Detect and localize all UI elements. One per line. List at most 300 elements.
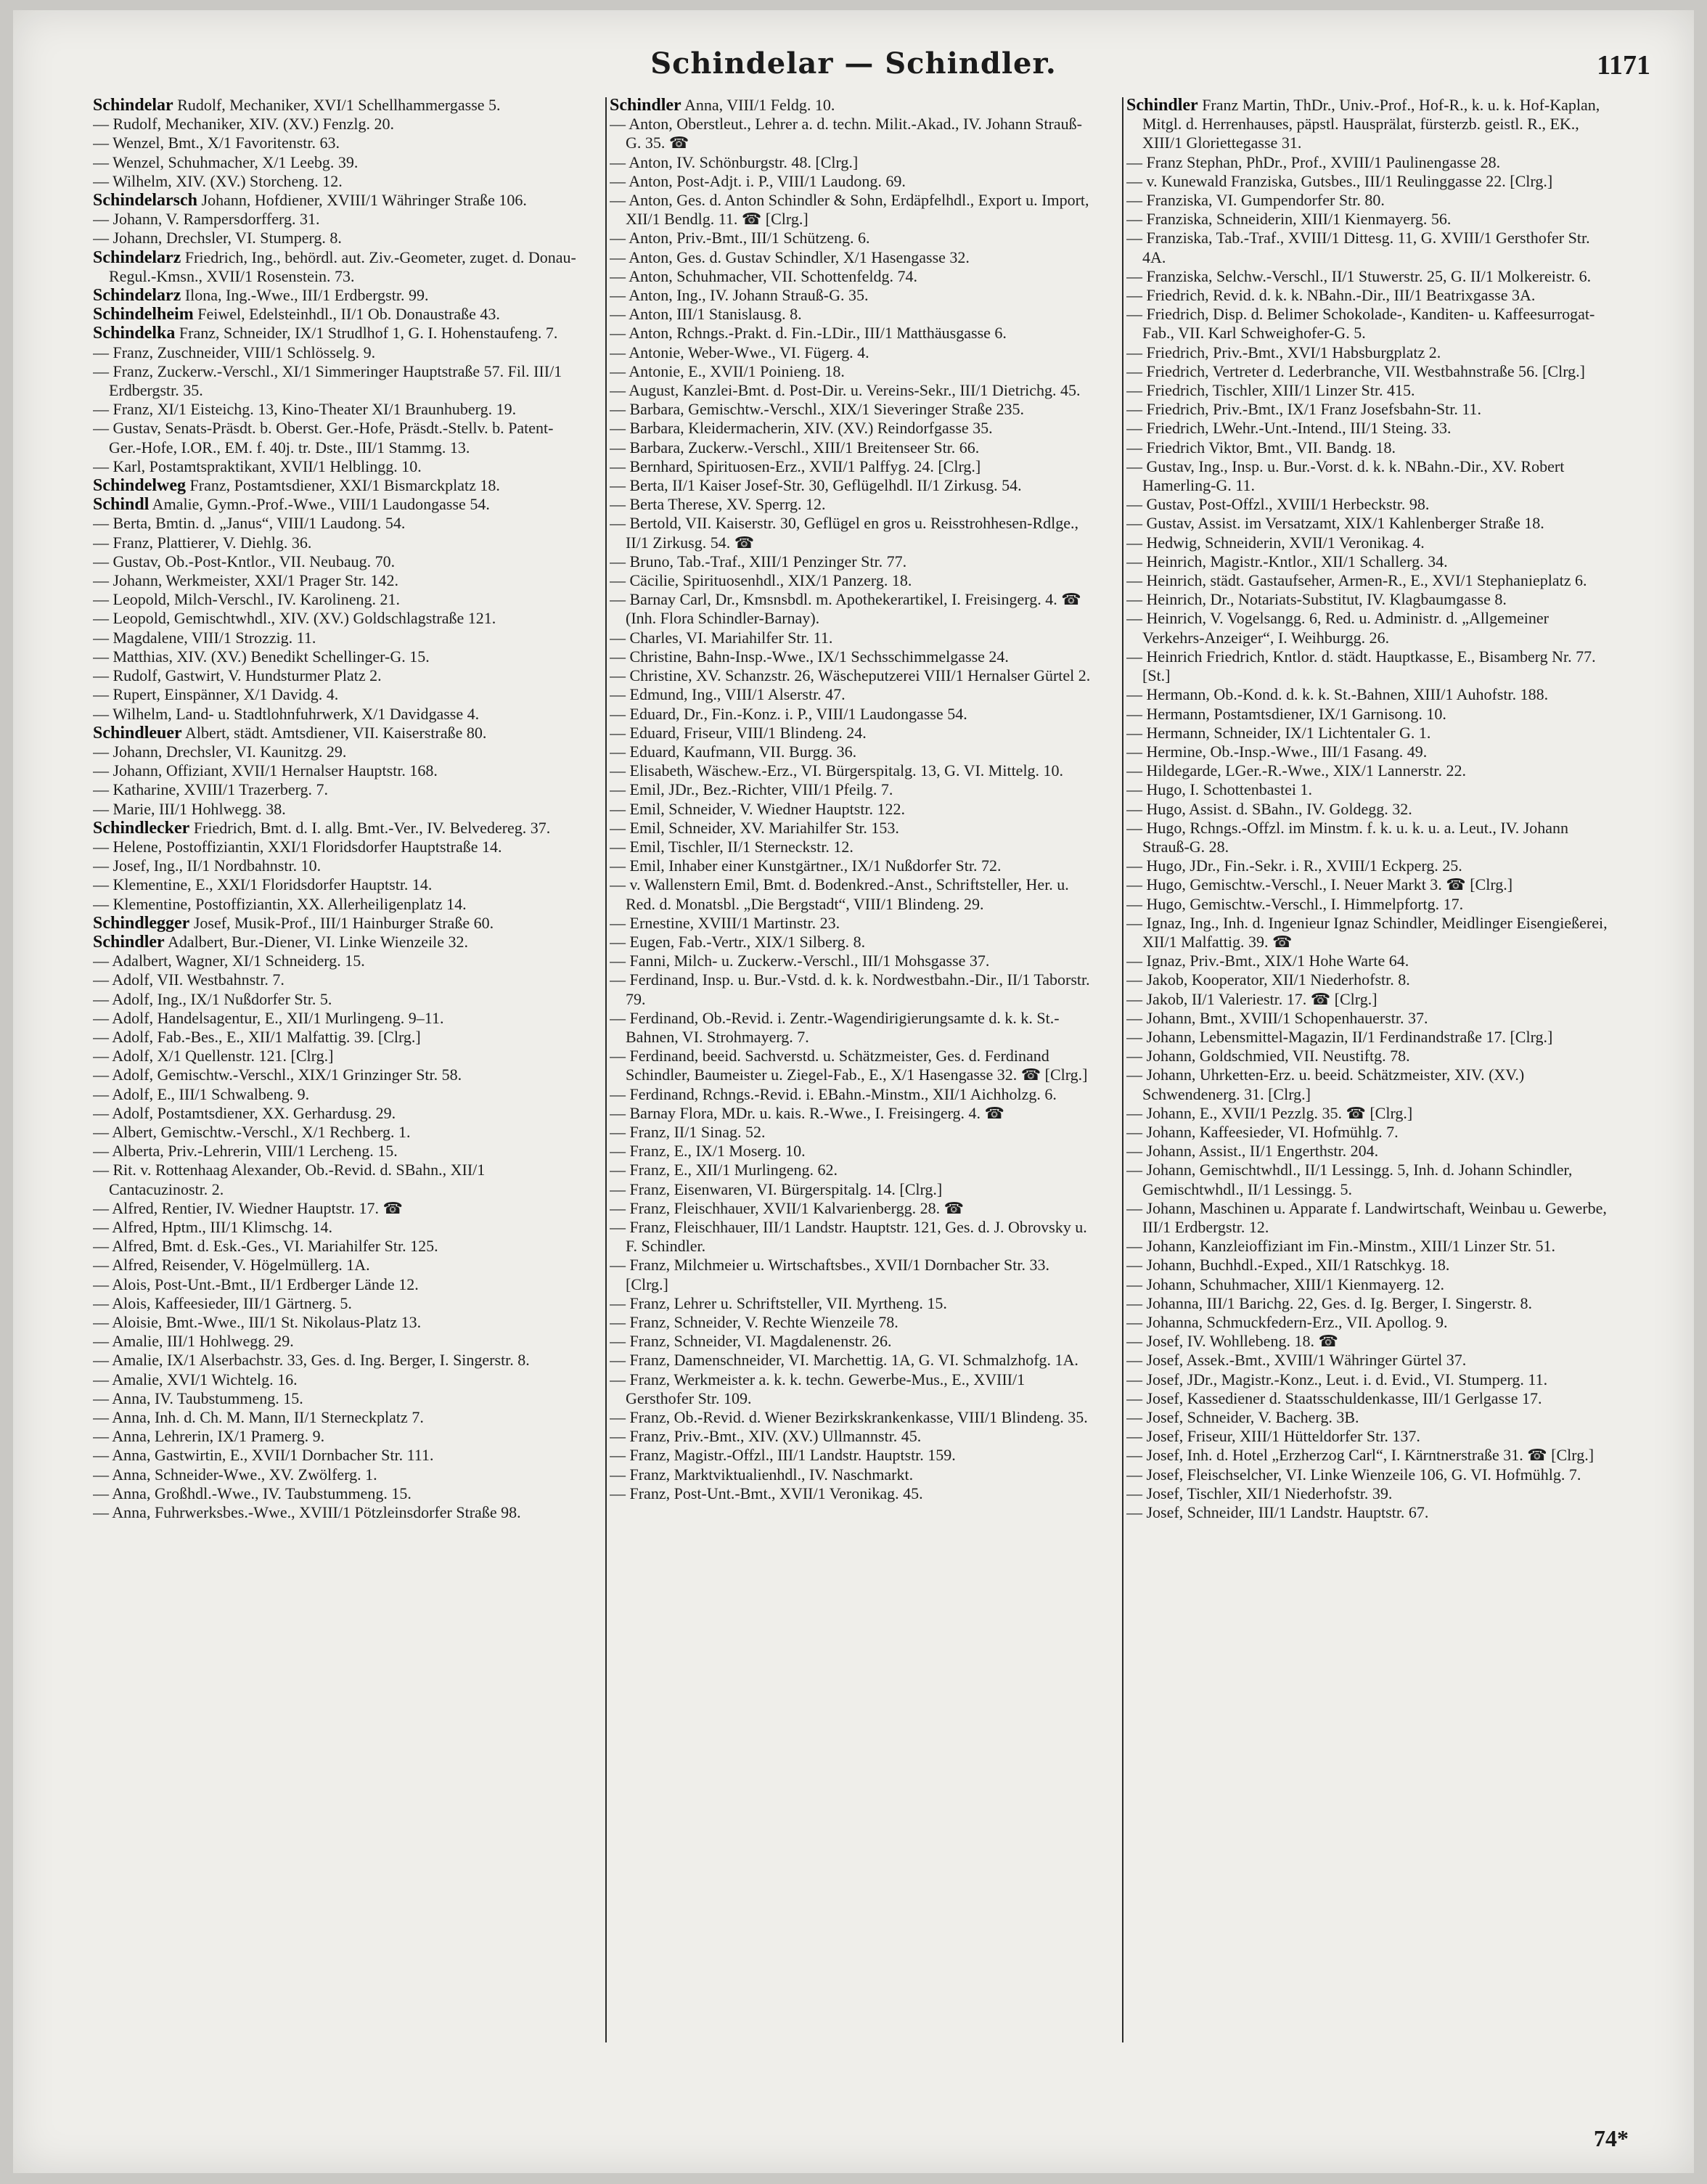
entry-headword: Schindleuer	[93, 723, 182, 743]
entry-text: — Friedrich, Tischler, XIII/1 Linzer Str. 415.	[1126, 381, 1415, 400]
entry-text: — Anna, Schneider-Wwe., XV. Zwölferg. 1.	[93, 1465, 377, 1484]
entry-text: — Gustav, Assist. im Versatzamt, XIX/1 Kahlenberger Straße 18.	[1126, 514, 1544, 533]
directory-entry	[610, 305, 1096, 324]
directory-entry	[93, 1427, 579, 1446]
entry-text: — Johanna, Schmuckfedern-Erz., VII. Apollog. 9.	[1126, 1313, 1448, 1331]
directory-columns	[93, 96, 1632, 2099]
directory-entry	[610, 229, 1096, 248]
directory-entry	[93, 743, 579, 761]
entry-text: — Eduard, Friseur, VIII/1 Blindeng. 24.	[610, 723, 867, 742]
directory-entry	[610, 514, 1096, 552]
directory-entry	[610, 1009, 1096, 1047]
directory-entry	[1126, 895, 1613, 914]
entry-text: — Franz, Ob.-Revid. d. Wiener Bezirkskrankenkasse, VIII/1 Blindeng. 35.	[610, 1408, 1088, 1427]
directory-entry	[610, 875, 1096, 913]
entry-text: — Eduard, Kaufmann, VII. Burgg. 36.	[610, 742, 857, 761]
entry-text: — Eduard, Dr., Fin.-Konz. i. P., VIII/1 Laudongasse 54.	[610, 704, 967, 723]
entry-text: — Alfred, Bmt. d. Esk.-Ges., VI. Mariahilfer Str. 125.	[93, 1237, 438, 1256]
entry-text: — Gustav, Ing., Insp. u. Bur.-Vorst. d. k. k. NBahn.-Dir., XV. Robert Hamerling-G. 11.	[1126, 457, 1565, 495]
directory-entry	[610, 172, 1096, 191]
directory-entry	[1126, 1066, 1613, 1103]
directory-entry	[1126, 875, 1613, 894]
entry-text: — Anton, Rchngs.-Prakt. d. Fin.-LDir., III/1 Matthäusgasse 6.	[610, 324, 1007, 343]
page-number: 1171	[1597, 50, 1650, 81]
entry-text: — Johann, E., XVII/1 Pezzlg. 35. ☎ [Clrg.]	[1126, 1103, 1413, 1122]
directory-entry	[610, 286, 1096, 305]
directory-column-2	[610, 96, 1096, 2099]
entry-text: — Franz, Lehrer u. Schriftsteller, VII. Myrtheng. 15.	[610, 1293, 947, 1312]
entry-text: — Leopold, Gemischtwhdl., XIV. (XV.) Goldschlagstraße 121.	[93, 609, 496, 628]
entry-text: — Josef, IV. Wohllebeng. 18. ☎	[1126, 1332, 1338, 1351]
directory-entry	[610, 1351, 1096, 1370]
directory-entry	[93, 705, 579, 724]
directory-entry	[610, 1408, 1096, 1427]
directory-entry	[610, 743, 1096, 761]
entry-text: — Alfred, Hptm., III/1 Klimschg. 14.	[93, 1217, 332, 1236]
entry-text: — Franziska, Selchw.-Verschl., II/1 Stuwerstr. 25, G. II/1 Molkereistr. 6.	[1126, 266, 1592, 285]
directory-entry	[93, 495, 579, 514]
directory-entry	[93, 819, 579, 838]
directory-entry	[93, 609, 579, 628]
entry-text: — Albert, Gemischtw.-Verschl., X/1 Rechberg. 1.	[93, 1122, 411, 1141]
directory-entry	[93, 1218, 579, 1237]
entry-text: — Katharine, XVIII/1 Trazerberg. 7.	[93, 780, 329, 799]
directory-entry	[610, 666, 1096, 685]
entry-text: Adalbert, Bur.-Diener, VI. Linke Wienzeile 32.	[164, 932, 469, 951]
directory-entry	[610, 457, 1096, 476]
directory-entry	[1126, 1047, 1613, 1066]
entry-text: — Bernhard, Spirituosen-Erz., XVII/1 Palffyg. 24. [Clrg.]	[610, 457, 981, 475]
entry-text: — Johann, Maschinen u. Apparate f. Landwirtschaft, Weinbau u. Gewerbe, III/1 Erdbergstr. 12.	[1126, 1198, 1607, 1236]
running-title: Schindelar — Schindler.	[650, 46, 1057, 81]
directory-entry	[93, 476, 579, 495]
directory-entry	[610, 1484, 1096, 1503]
directory-entry	[610, 838, 1096, 856]
entry-text: — Josef, Friseur, XIII/1 Hütteldorfer Str. 137.	[1126, 1427, 1420, 1446]
entry-text: — v. Wallenstern Emil, Bmt. d. Bodenkred.-Anst., Schriftsteller, Her. u. Red. d. Monatsbl. „Die Bergstadt“, VIII/1 Blindeng. 29.	[610, 875, 1069, 913]
entry-text: — Gustav, Senats-Präsdt. b. Oberst. Ger.-Hofe, Präsdt.-Stellv. b. Patent-Ger.-Hofe, I.OR., EM. f. 40j. tr. Dste., III/1 Stammg. 13.	[93, 419, 554, 457]
directory-entry	[1126, 1123, 1613, 1142]
directory-entry	[1126, 514, 1613, 533]
entry-text: — Barbara, Kleidermacherin, XIV. (XV.) Reindorfgasse 35.	[610, 419, 993, 438]
entry-text: — Johann, Assist., II/1 Engerthstr. 204.	[1126, 1142, 1379, 1161]
directory-entry	[93, 96, 579, 115]
entry-text: — Anna, Gastwirtin, E., XVII/1 Dornbacher Str. 111.	[93, 1446, 434, 1465]
entry-text: — Franz, Plattierer, V. Diehlg. 36.	[93, 533, 312, 552]
directory-entry	[93, 191, 579, 210]
entry-text: — Ignaz, Ing., Inh. d. Ingenieur Ignaz Schindler, Meidlinger Eisengießerei, XII/1 Malfattig. 39. ☎	[1126, 913, 1608, 951]
directory-entry	[1126, 952, 1613, 970]
directory-entry	[1126, 970, 1613, 989]
entry-text: — Ferdinand, beeid. Sachverstd. u. Schätzmeister, Ges. d. Ferdinand Schindler, Baumeister u. Ziegel-Fab., E., X/1 Hasengasse 32. ☎ [Clrg.]	[610, 1047, 1088, 1084]
entry-text: — Franz, Magistr.-Offzl., III/1 Landstr. Hauptstr. 159.	[610, 1446, 956, 1465]
entry-text: — Johann, Goldschmied, VII. Neustiftg. 78.	[1126, 1047, 1410, 1066]
entry-headword: Schindler	[1126, 96, 1198, 115]
directory-entry	[610, 1294, 1096, 1313]
directory-entry	[93, 1256, 579, 1275]
entry-text: — Berta Therese, XV. Sperrg. 12.	[610, 495, 826, 514]
directory-entry	[610, 590, 1096, 628]
entry-text: — Franz, II/1 Sinag. 52.	[610, 1122, 766, 1141]
directory-entry	[1126, 1465, 1613, 1484]
directory-entry	[1126, 1351, 1613, 1370]
directory-entry	[93, 1484, 579, 1503]
entry-text: — Anna, Großhdl.-Wwe., IV. Taubstummeng. 15.	[93, 1484, 412, 1502]
directory-column-1	[93, 96, 579, 2099]
directory-entry	[610, 1123, 1096, 1142]
directory-entry	[93, 952, 579, 970]
directory-entry	[610, 705, 1096, 724]
directory-column-3	[1126, 96, 1613, 2099]
directory-entry	[610, 800, 1096, 819]
entry-text: — Anton, Ges. d. Gustav Schindler, X/1 Hasengasse 32.	[610, 248, 970, 266]
entry-text: — Josef, Tischler, XII/1 Niederhofstr. 39.	[1126, 1484, 1393, 1502]
entry-text: — Anton, IV. Schönburgstr. 48. [Clrg.]	[610, 152, 859, 171]
entry-text: — Heinrich, städt. Gastaufseher, Armen-R., E., XVI/1 Stephanieplatz 6.	[1126, 571, 1587, 590]
directory-entry	[93, 990, 579, 1009]
entry-text: — Edmund, Ing., VIII/1 Alserstr. 47.	[610, 685, 846, 704]
entry-text: — Johann, Werkmeister, XXI/1 Prager Str. 142.	[93, 571, 398, 590]
directory-entry	[93, 571, 579, 590]
entry-text: — Franz, Marktviktualienhdl., IV. Naschmarkt.	[610, 1465, 914, 1484]
entry-text: — Ernestine, XVIII/1 Martinstr. 23.	[610, 913, 840, 932]
entry-text: — Anton, Oberstleut., Lehrer a. d. techn. Milit.-Akad., IV. Johann Strauß-G. 35. ☎	[610, 115, 1082, 152]
entry-text: — Berta, Bmtin. d. „Janus“, VIII/1 Laudong. 54.	[93, 514, 406, 533]
directory-entry	[1126, 1313, 1613, 1332]
entry-text: — Hugo, JDr., Fin.-Sekr. i. R., XVIII/1 Eckperg. 25.	[1126, 856, 1462, 875]
entry-text: — Eugen, Fab.-Vertr., XIX/1 Silberg. 8.	[610, 932, 866, 951]
entry-text: — Hermann, Schneider, IX/1 Lichtentaler G. 1.	[1126, 723, 1431, 742]
entry-text: — Amalie, XVI/1 Wichtelg. 16.	[93, 1370, 298, 1388]
entry-text: — Jakob, Kooperator, XII/1 Niederhofstr. 8.	[1126, 970, 1410, 989]
directory-entry	[93, 514, 579, 533]
directory-entry	[1126, 1294, 1613, 1313]
entry-headword: Schindler	[93, 932, 165, 952]
entry-text: — Josef, Ing., II/1 Nordbahnstr. 10.	[93, 856, 322, 875]
directory-entry	[1126, 533, 1613, 552]
entry-text: — Josef, Kassediener d. Staatsschuldenkasse, III/1 Gerlgasse 17.	[1126, 1388, 1542, 1407]
entry-text: Feiwel, Edelsteinhdl., II/1 Ob. Donaustraße 43.	[193, 305, 500, 324]
directory-entry	[93, 1294, 579, 1313]
entry-text: — Alois, Post-Unt.-Bmt., II/1 Erdberger Lände 12.	[93, 1275, 419, 1293]
entry-text: — Adolf, E., III/1 Schwalbeng. 9.	[93, 1084, 310, 1103]
entry-text: — Emil, Inhaber einer Kunstgärtner., IX/1 Nußdorfer Str. 72.	[610, 856, 1002, 875]
directory-entry	[93, 1104, 579, 1123]
entry-text: — Aloisie, Bmt.-Wwe., III/1 St. Nikolaus-Platz 13.	[93, 1313, 422, 1331]
directory-entry	[1126, 1199, 1613, 1237]
entry-text: — Johann, Buchhdl.-Exped., XII/1 Ratschkyg. 18.	[1126, 1256, 1450, 1275]
directory-entry	[610, 685, 1096, 704]
directory-entry	[1126, 647, 1613, 685]
directory-entry	[610, 724, 1096, 743]
directory-entry	[610, 647, 1096, 666]
directory-entry	[1126, 685, 1613, 704]
directory-entry	[1126, 1237, 1613, 1256]
entry-text: — Hildegarde, LGer.-R.-Wwe., XIX/1 Lannerstr. 22.	[1126, 761, 1466, 780]
directory-entry	[93, 153, 579, 172]
directory-entry	[610, 1161, 1096, 1179]
directory-entry	[610, 1256, 1096, 1293]
directory-entry	[1126, 153, 1613, 172]
directory-entry	[1126, 1370, 1613, 1389]
entry-text: — Christine, Bahn-Insp.-Wwe., IX/1 Sechsschimmelgasse 24.	[610, 647, 1009, 666]
directory-entry	[610, 1199, 1096, 1218]
directory-entry	[93, 1047, 579, 1066]
entry-text: — Emil, Schneider, XV. Mariahilfer Str. 153.	[610, 818, 899, 837]
directory-entry	[610, 952, 1096, 970]
directory-entry	[93, 533, 579, 552]
directory-entry	[1126, 800, 1613, 819]
directory-entry	[610, 1180, 1096, 1199]
directory-entry	[610, 476, 1096, 495]
directory-entry	[1126, 1446, 1613, 1465]
directory-entry	[610, 495, 1096, 514]
entry-text: — Jakob, II/1 Valeriestr. 17. ☎ [Clrg.]	[1126, 989, 1378, 1008]
directory-entry	[610, 438, 1096, 457]
entry-text: — Hugo, Rchngs.-Offzl. im Minstm. f. k. u. k. u. a. Leut., IV. Johann Strauß-G. 28.	[1126, 818, 1569, 856]
entry-text: Albert, städt. Amtsdiener, VII. Kaiserstraße 80.	[181, 723, 487, 742]
directory-entry	[93, 1161, 579, 1198]
entry-text: — Franz, Schneider, VI. Magdalenenstr. 26.	[610, 1332, 892, 1351]
entry-text: — Barbara, Gemischtw.-Verschl., XIX/1 Sieveringer Straße 235.	[610, 400, 1025, 419]
entry-text: — Matthias, XIV. (XV.) Benedikt Schellinger-G. 15.	[93, 647, 430, 666]
directory-entry	[1126, 705, 1613, 724]
directory-entry	[93, 343, 579, 362]
directory-entry	[610, 629, 1096, 647]
directory-entry	[1126, 724, 1613, 743]
entry-text: — Heinrich, Dr., Notariats-Substitut, IV. Klagbaumgasse 8.	[1126, 590, 1507, 609]
directory-entry	[93, 1237, 579, 1256]
directory-entry	[610, 1142, 1096, 1161]
entry-text: — Emil, Schneider, V. Wiedner Hauptstr. 122.	[610, 799, 906, 818]
entry-text: — Friedrich, Priv.-Bmt., IX/1 Franz Josefsbahn-Str. 11.	[1126, 400, 1482, 419]
entry-text: — Emil, Tischler, II/1 Sterneckstr. 12.	[610, 837, 854, 856]
directory-entry	[93, 590, 579, 609]
entry-text: — Bertold, VII. Kaiserstr. 30, Geflügel en gros u. Reisstrohhesen-Rdlge., II/1 Zirkusg. 54. ☎	[610, 514, 1079, 552]
entry-text: — Rit. v. Rottenhaag Alexander, Ob.-Revid. d. SBahn., XII/1 Cantacuzinostr. 2.	[93, 1161, 486, 1198]
entry-text: — Franz, XI/1 Eisteichg. 13, Kino-Theater XI/1 Braunhuberg. 19.	[93, 400, 517, 419]
entry-text: — Alberta, Priv.-Lehrerin, VIII/1 Lercheng. 15.	[93, 1142, 398, 1161]
entry-text: — Alfred, Rentier, IV. Wiedner Hauptstr. 17. ☎	[93, 1198, 403, 1217]
entry-text: — Alois, Kaffeesieder, III/1 Gärtnerg. 5.	[93, 1293, 352, 1312]
entry-text: — Ferdinand, Ob.-Revid. i. Zentr.-Wagendirigierungsamte d. k. k. St.-Bahnen, VI. Strohmayerg. 7.	[610, 1008, 1060, 1046]
directory-entry	[1126, 780, 1613, 799]
entry-text: — Franziska, VI. Gumpendorfer Str. 80.	[1126, 191, 1385, 210]
directory-entry	[1126, 267, 1613, 286]
directory-entry	[610, 1218, 1096, 1256]
directory-entry	[610, 343, 1096, 362]
directory-entry	[1126, 191, 1613, 210]
directory-entry	[93, 1313, 579, 1332]
entry-headword: Schindl	[93, 495, 150, 515]
directory-entry	[93, 1408, 579, 1427]
directory-entry	[610, 571, 1096, 590]
directory-entry	[610, 1446, 1096, 1465]
directory-entry	[1126, 1028, 1613, 1047]
entry-text: — Antonie, E., XVII/1 Poinieng. 18.	[610, 361, 845, 380]
entry-headword: Schindelweg	[93, 476, 187, 496]
entry-text: — Johann, Kaffeesieder, VI. Hofmühlg. 7.	[1126, 1122, 1399, 1141]
entry-text: — Rudolf, Mechaniker, XIV. (XV.) Fenzlg. 20.	[93, 115, 395, 134]
directory-entry	[610, 970, 1096, 1008]
directory-entry	[1126, 1161, 1613, 1198]
directory-entry	[1126, 400, 1613, 419]
entry-text: — Marie, III/1 Hohlwegg. 38.	[93, 799, 286, 818]
entry-text: Anna, VIII/1 Feldg. 10.	[681, 96, 835, 114]
entry-text: — Amalie, III/1 Hohlwegg. 29.	[93, 1332, 294, 1351]
directory-entry	[1126, 457, 1613, 495]
directory-entry	[1126, 590, 1613, 609]
directory-entry	[610, 419, 1096, 438]
directory-entry	[1126, 229, 1613, 266]
entry-text: — Josef, Inh. d. Hotel „Erzherzog Carl“, I. Kärntnerstraße 31. ☎ [Clrg.]	[1126, 1446, 1595, 1465]
entry-text: — Anton, Post-Adjt. i. P., VIII/1 Laudong. 69.	[610, 171, 906, 190]
entry-text: — Hedwig, Schneiderin, XVII/1 Veronikag. 4.	[1126, 533, 1425, 552]
entry-text: — Klementine, Postoffiziantin, XX. Allerheiligenplatz 14.	[93, 894, 467, 913]
entry-text: — Fanni, Milch- u. Zuckerw.-Verschl., III/1 Mohsgasse 37.	[610, 952, 990, 970]
directory-entry	[1126, 571, 1613, 590]
entry-text: — Adolf, Ing., IX/1 Nußdorfer Str. 5.	[93, 989, 332, 1008]
directory-entry	[93, 1123, 579, 1142]
directory-entry	[610, 914, 1096, 933]
entry-text: — Franz Stephan, PhDr., Prof., XVIII/1 Paulinengasse 28.	[1126, 152, 1501, 171]
entry-text: — Adolf, VII. Westbahnstr. 7.	[93, 970, 284, 989]
directory-entry	[93, 933, 579, 952]
entry-text: — Hermine, Ob.-Insp.-Wwe., III/1 Fasang. 49.	[1126, 742, 1428, 761]
entry-text: — Berta, II/1 Kaiser Josef-Str. 30, Geflügelhdl. II/1 Zirkusg. 54.	[610, 476, 1022, 495]
directory-entry	[1126, 914, 1613, 952]
directory-entry	[93, 457, 579, 476]
directory-entry	[1126, 1009, 1613, 1028]
directory-entry	[93, 229, 579, 248]
entry-text: — Franziska, Schneiderin, XIII/1 Kienmayerg. 56.	[1126, 210, 1452, 229]
entry-text: — Friedrich, LWehr.-Unt.-Intend., III/1 Steing. 33.	[1126, 419, 1452, 438]
entry-text: — Cäcilie, Spirituosenhdl., XIX/1 Panzerg. 18.	[610, 571, 912, 590]
entry-text: — Josef, Assek.-Bmt., XVIII/1 Währinger Gürtel 37.	[1126, 1351, 1467, 1370]
entry-text: — Franz, Schneider, V. Rechte Wienzeile 78.	[610, 1313, 898, 1331]
directory-entry	[93, 115, 579, 134]
directory-entry	[93, 629, 579, 647]
entry-text: — Franziska, Tab.-Traf., XVIII/1 Dittesg. 11, G. XVIII/1 Gersthofer Str. 4A.	[1126, 229, 1590, 266]
directory-entry	[93, 647, 579, 666]
entry-text: — Hugo, I. Schottenbastei 1.	[1126, 780, 1313, 799]
entry-text: — Hermann, Postamtsdiener, IX/1 Garnisong. 10.	[1126, 704, 1446, 723]
directory-entry	[93, 1332, 579, 1351]
entry-text: — Barnay Flora, MDr. u. kais. R.-Wwe., I. Freisingerg. 4. ☎	[610, 1103, 1004, 1122]
directory-entry	[610, 96, 1096, 115]
entry-text: — Antonie, Weber-Wwe., VI. Fügerg. 4.	[610, 343, 869, 361]
entry-text: — Adolf, Handelsagentur, E., XII/1 Murlingeng. 9–11.	[93, 1008, 444, 1027]
entry-headword: Schindler	[610, 96, 681, 115]
entry-text: — Franz, Zuschneider, VIII/1 Schlösselg. 9.	[93, 343, 376, 361]
directory-entry	[93, 1199, 579, 1218]
entry-headword: Schindelarsch	[93, 191, 198, 210]
directory-entry	[1126, 1275, 1613, 1294]
entry-text: — Alfred, Reisender, V. Högelmüllerg. 1A.	[93, 1256, 370, 1275]
directory-entry	[1126, 362, 1613, 381]
entry-text: — Johann, Drechsler, VI. Stumperg. 8.	[93, 229, 342, 248]
entry-text: Franz, Schneider, IX/1 Strudlhof 1, G. I. Hohenstaufeng. 7.	[175, 324, 558, 343]
entry-text: — Franz, Milchmeier u. Wirtschaftsbes., XVII/1 Dornbacher Str. 33. [Clrg.]	[610, 1256, 1050, 1293]
entry-text: — Johann, Schuhmacher, XIII/1 Kienmayerg. 12.	[1126, 1275, 1444, 1293]
entry-text: Amalie, Gymn.-Prof.-Wwe., VIII/1 Laudongasse 54.	[149, 495, 490, 514]
entry-text: — Leopold, Milch-Verschl., IV. Karolineng. 21.	[93, 590, 401, 609]
directory-entry	[93, 761, 579, 780]
directory-page	[13, 10, 1694, 2173]
directory-entry	[93, 362, 579, 400]
entry-text: Friedrich, Ing., behördl. aut. Ziv.-Geometer, zuget. d. Donau-Regul.-Kmsn., XVII/1 Rosenstein. 73.	[109, 248, 576, 285]
directory-entry	[610, 324, 1096, 343]
directory-entry	[93, 895, 579, 914]
entry-text: — Rupert, Einspänner, X/1 Davidg. 4.	[93, 685, 339, 704]
directory-entry	[610, 1427, 1096, 1446]
directory-entry	[610, 1332, 1096, 1351]
entry-text: Ilona, Ing.-Wwe., III/1 Erdbergstr. 99.	[181, 286, 429, 305]
directory-entry	[93, 875, 579, 894]
directory-entry	[93, 1066, 579, 1084]
directory-entry	[610, 362, 1096, 381]
entry-text: — Adolf, Gemischtw.-Verschl., XIX/1 Grinzinger Str. 58.	[93, 1066, 462, 1084]
directory-entry	[93, 1351, 579, 1370]
entry-text: — Josef, Schneider, III/1 Landstr. Hauptstr. 67.	[1126, 1503, 1429, 1522]
directory-entry	[93, 324, 579, 343]
directory-entry	[1126, 286, 1613, 305]
entry-text: — Elisabeth, Wäschew.-Erz., VI. Bürgerspitalg. 13, G. VI. Mittelg. 10.	[610, 761, 1064, 780]
directory-entry	[93, 400, 579, 419]
directory-entry	[610, 933, 1096, 952]
entry-headword: Schindelheim	[93, 305, 194, 324]
directory-entry	[610, 1313, 1096, 1332]
entry-text: Franz Martin, ThDr., Univ.-Prof., Hof-R., k. u. k. Hof-Kaplan, Mitgl. d. Herrenhauses, päpstl. Hausprälat, fürsterzb. geistl. R., EK., XIII/1 Gloriettegasse 31.	[1142, 96, 1600, 152]
directory-entry	[1126, 1427, 1613, 1446]
entry-text: — Ferdinand, Insp. u. Bur.-Vstd. d. k. k. Nordwestbahn.-Dir., II/1 Taborstr. 79.	[610, 970, 1090, 1008]
entry-text: — Franz, Fleischhauer, III/1 Landstr. Hauptstr. 121, Ges. d. J. Obrovsky u. F. Schindler.	[610, 1217, 1087, 1256]
directory-entry	[610, 1370, 1096, 1408]
entry-text: — Bruno, Tab.-Traf., XIII/1 Penzinger Str. 77.	[610, 552, 907, 570]
entry-headword: Schindlegger	[93, 913, 190, 933]
entry-text: — Hugo, Assist. d. SBahn., IV. Goldegg. 32.	[1126, 799, 1412, 818]
entry-text: — Franz, Zuckerw.-Verschl., XI/1 Simmeringer Hauptstraße 57. Fil. III/1 Erdbergstr. 35.	[93, 361, 562, 400]
entry-text: Johann, Hofdiener, XVIII/1 Währinger Straße 106.	[197, 191, 527, 210]
directory-entry	[610, 552, 1096, 571]
entry-text: — Anna, Fuhrwerksbes.-Wwe., XVIII/1 Pötzleinsdorfer Straße 98.	[93, 1503, 521, 1522]
entry-text: — Heinrich, V. Vogelsangg. 6, Red. u. Administr. d. „Allgemeiner Verkehrs-Anzeiger“, I. Weihburgg. 26.	[1126, 609, 1549, 647]
directory-entry	[610, 191, 1096, 229]
directory-entry	[93, 970, 579, 989]
signature-mark: 74*	[1594, 2125, 1629, 2151]
directory-entry	[93, 1370, 579, 1389]
directory-entry	[93, 1009, 579, 1028]
entry-text: — Franz, E., XII/1 Murlingeng. 62.	[610, 1161, 838, 1179]
entry-text: — Franz, Priv.-Bmt., XIV. (XV.) Ullmannstr. 45.	[610, 1427, 922, 1446]
directory-entry	[93, 172, 579, 191]
entry-headword: Schindlecker	[93, 818, 190, 838]
entry-text: — Anna, IV. Taubstummeng. 15.	[93, 1388, 303, 1407]
directory-entry	[93, 1275, 579, 1294]
entry-text: Franz, Postamtsdiener, XXI/1 Bismarckplatz 18.	[186, 476, 500, 495]
entry-text: Friedrich, Bmt. d. I. allg. Bmt.-Ver., IV. Belvedereg. 37.	[189, 818, 551, 837]
entry-text: — Adolf, X/1 Quellenstr. 121. [Clrg.]	[93, 1047, 334, 1066]
entry-text: — Wenzel, Bmt., X/1 Favoritenstr. 63.	[93, 134, 340, 152]
entry-text: — Anton, Ing., IV. Johann Strauß-G. 35.	[610, 286, 869, 305]
directory-entry	[93, 838, 579, 856]
directory-entry	[1126, 495, 1613, 514]
directory-entry	[1126, 438, 1613, 457]
directory-entry	[1126, 381, 1613, 400]
directory-entry	[1126, 1104, 1613, 1123]
entry-text: — August, Kanzlei-Bmt. d. Post-Dir. u. Vereins-Sekr., III/1 Dietrichg. 45.	[610, 381, 1081, 400]
directory-entry	[610, 761, 1096, 780]
